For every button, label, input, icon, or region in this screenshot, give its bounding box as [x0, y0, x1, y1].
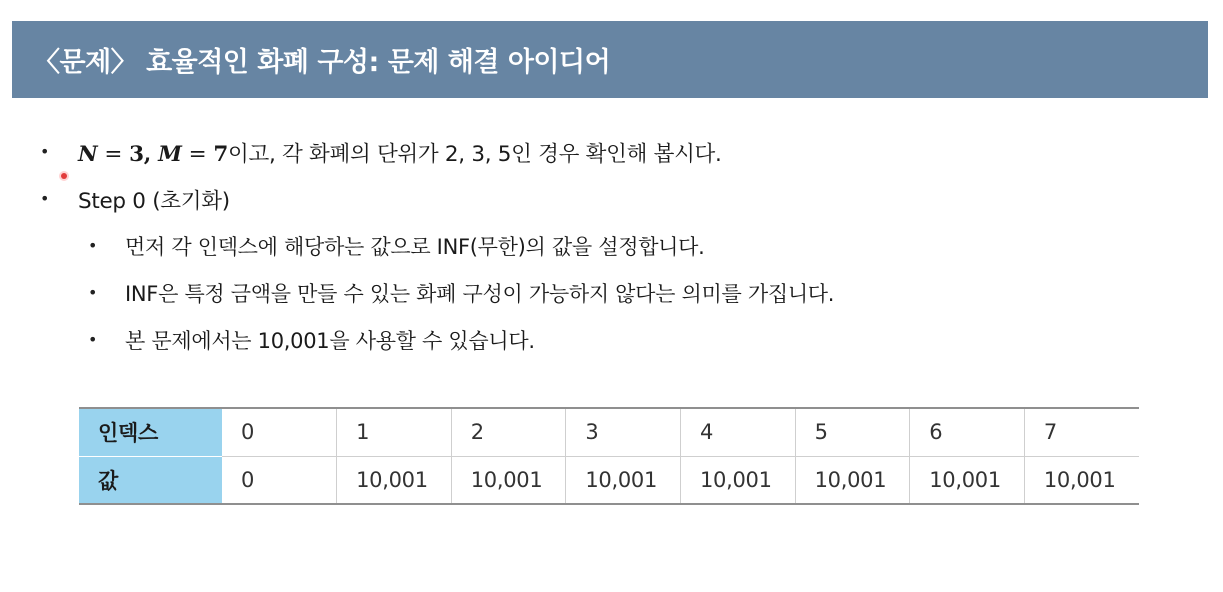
table-cell-index: 0	[222, 408, 337, 456]
table-cell-value: 10,001	[1024, 456, 1139, 504]
bullet-text: Step 0 (초기화)	[78, 188, 230, 214]
sub-bullet-text: 본 문제에서는 10,001을 사용할 수 있습니다.	[125, 329, 535, 353]
table-cell-value: 10,001	[681, 456, 796, 504]
table-row-index	[79, 408, 1139, 456]
row-header-value: 값	[79, 456, 222, 504]
math-var-n: N	[78, 141, 98, 167]
bullet-list	[40, 134, 1190, 358]
table-cell-index: 5	[795, 408, 910, 456]
bullet-text	[78, 137, 722, 168]
table-cell-index: 2	[451, 408, 566, 456]
math-var-m: M	[158, 141, 182, 167]
math-equals: =	[188, 141, 207, 167]
table-cell-value: 10,001	[566, 456, 681, 504]
bullet-problem-setup	[40, 134, 1190, 170]
row-header-index: 인덱스	[79, 408, 222, 456]
sub-bullet-text: INF은 특정 금액을 만들 수 있는 화폐 구성이 가능하지 않다는 의미를 가집니다.	[125, 282, 835, 306]
pointer-cursor-icon	[61, 173, 67, 179]
bullet-dot-icon: •	[88, 283, 98, 302]
table-cell-value: 10,001	[337, 456, 452, 504]
math-expression	[78, 142, 228, 167]
sub-bullet	[88, 275, 1190, 311]
math-value-m: 7	[213, 141, 229, 167]
bullet-step-0	[40, 181, 1190, 217]
bullet-dot-icon: •	[88, 330, 98, 349]
sub-bullet	[88, 228, 1190, 264]
bullet-description: 이고, 각 화폐의 단위가 2, 3, 5인 경우 확인해 봅시다.	[228, 141, 722, 167]
table-row-value	[79, 456, 1139, 504]
bullet-dot-icon: •	[40, 142, 50, 161]
table-cell-index: 1	[337, 408, 452, 456]
math-comma: ,	[143, 141, 151, 167]
sub-bullet	[88, 322, 1190, 358]
table-cell-value: 10,001	[451, 456, 566, 504]
bullet-dot-icon: •	[40, 189, 50, 208]
title-bar	[12, 21, 1208, 98]
table-cell-value: 0	[222, 456, 337, 504]
page-title: 〈문제〉 효율적인 화폐 구성: 문제 해결 아이디어	[33, 47, 611, 78]
math-value-n: 3	[129, 141, 144, 167]
dp-table	[79, 407, 1139, 505]
table-cell-index: 4	[681, 408, 796, 456]
sub-bullet-text: 먼저 각 인덱스에 해당하는 값으로 INF(무한)의 값을 설정합니다.	[125, 235, 705, 259]
table-cell-index: 6	[910, 408, 1025, 456]
table-cell-value: 10,001	[795, 456, 910, 504]
bullet-dot-icon: •	[88, 236, 98, 255]
table-cell-value: 10,001	[910, 456, 1025, 504]
table-cell-index: 7	[1024, 408, 1139, 456]
math-equals: =	[104, 141, 123, 167]
table-cell-index: 3	[566, 408, 681, 456]
